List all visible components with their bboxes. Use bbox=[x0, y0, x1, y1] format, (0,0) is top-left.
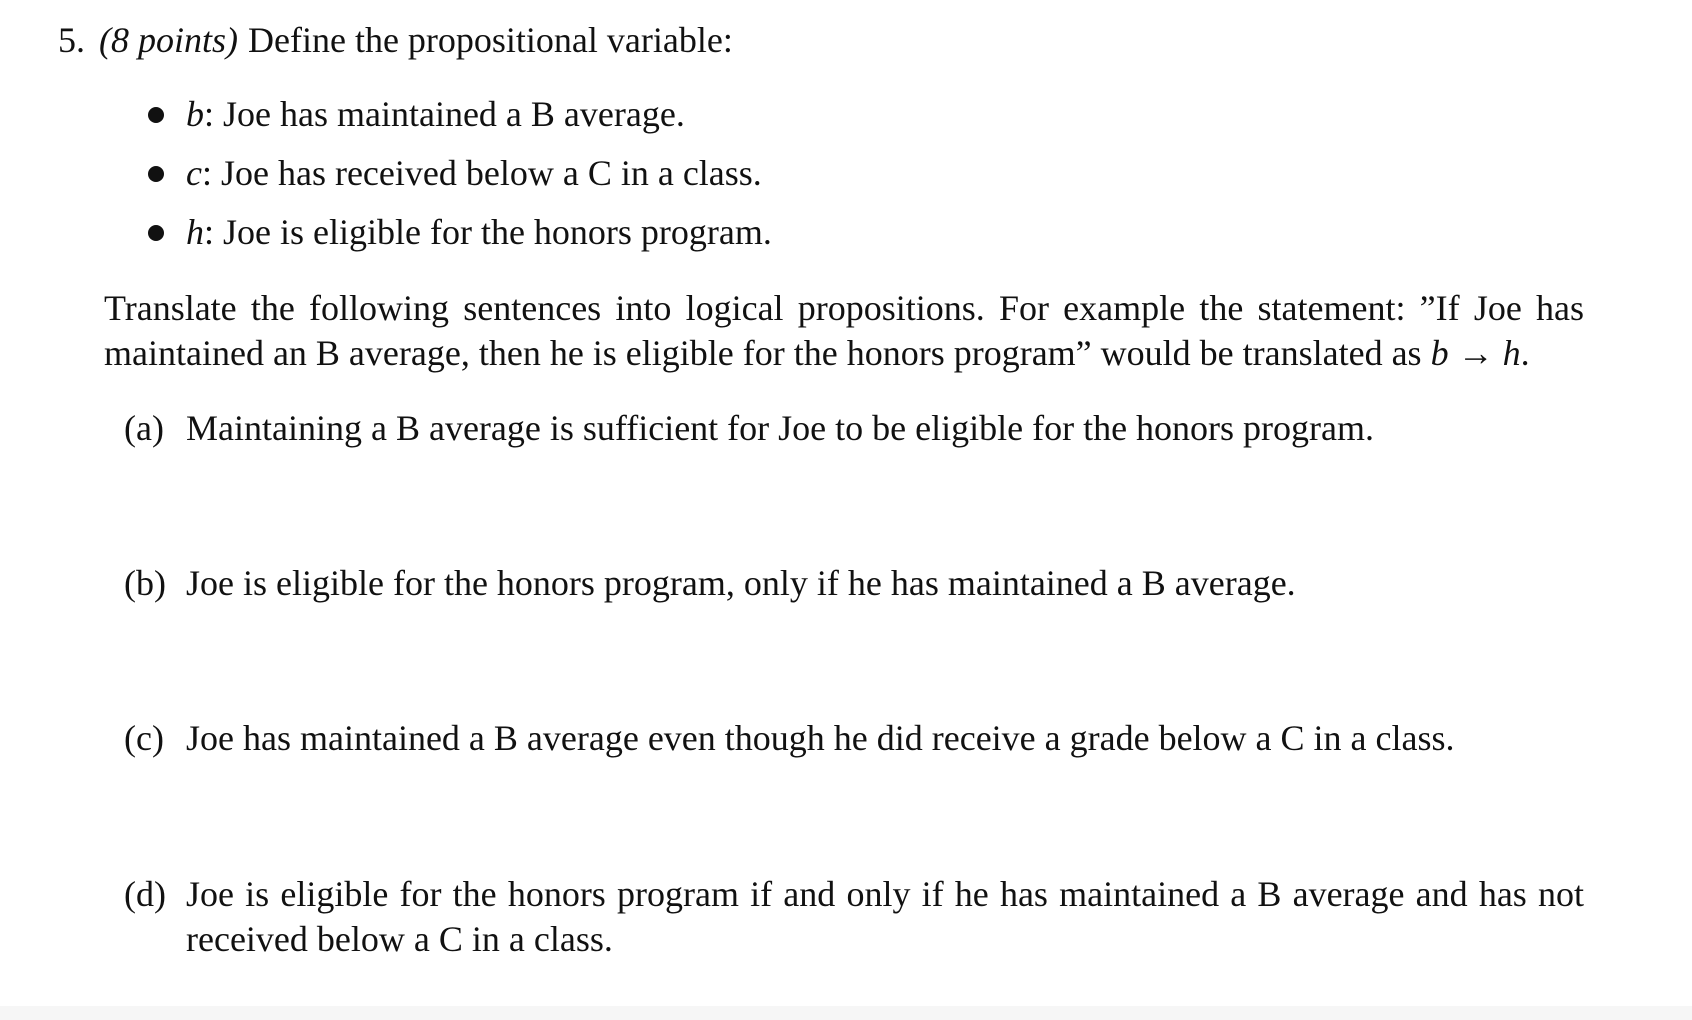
part-label: (c) bbox=[124, 718, 164, 758]
variable-list bbox=[148, 92, 772, 269]
problem-points: (8 points) bbox=[99, 20, 238, 60]
variable-symbol: h bbox=[186, 212, 204, 252]
problem-header bbox=[58, 18, 733, 62]
example-formula: b → h bbox=[1430, 333, 1521, 373]
part-text: Joe is eligible for the honors program if and only if he has maintained a B average and has not received below a C in a class. bbox=[186, 874, 1584, 959]
variable-description: : Joe is eligible for the honors program. bbox=[204, 212, 772, 252]
variable-item-c bbox=[148, 151, 772, 210]
variable-description: : Joe has received below a C in a class. bbox=[201, 153, 762, 193]
bullet-icon bbox=[148, 225, 164, 241]
part-text: Joe has maintained a B average even though he did receive a grade below a C in a class. bbox=[186, 718, 1455, 758]
variable-item-b bbox=[148, 92, 772, 151]
variable-item-h bbox=[148, 210, 772, 269]
question-part-b bbox=[124, 561, 1584, 606]
instructions-paragraph bbox=[104, 286, 1584, 376]
variable-symbol: b bbox=[186, 94, 204, 134]
question-part-d bbox=[124, 872, 1584, 962]
part-label: (a) bbox=[124, 408, 164, 448]
question-part-a bbox=[124, 406, 1584, 451]
variable-description: : Joe has maintained a B average. bbox=[204, 94, 685, 134]
bullet-icon bbox=[148, 107, 164, 123]
part-text: Joe is eligible for the honors program, only if he has maintained a B average. bbox=[186, 563, 1296, 603]
problem-number: 5. bbox=[58, 20, 85, 60]
question-part-c bbox=[124, 716, 1584, 761]
instructions-end: . bbox=[1520, 333, 1530, 373]
instructions-text: Translate the following sentences into logical propositions. For example the statement: ”If Joe has maintained an B average, then he is eligible for the honors program” would be translated as bbox=[104, 288, 1584, 373]
part-text: Maintaining a B average is sufficient for Joe to be eligible for the honors program. bbox=[186, 408, 1374, 448]
part-label: (b) bbox=[124, 563, 166, 603]
bullet-icon bbox=[148, 166, 164, 182]
variable-symbol: c bbox=[186, 153, 202, 193]
page-bottom-edge bbox=[0, 1006, 1692, 1020]
part-label: (d) bbox=[124, 874, 166, 914]
problem-title: Define the propositional variable: bbox=[248, 20, 733, 60]
